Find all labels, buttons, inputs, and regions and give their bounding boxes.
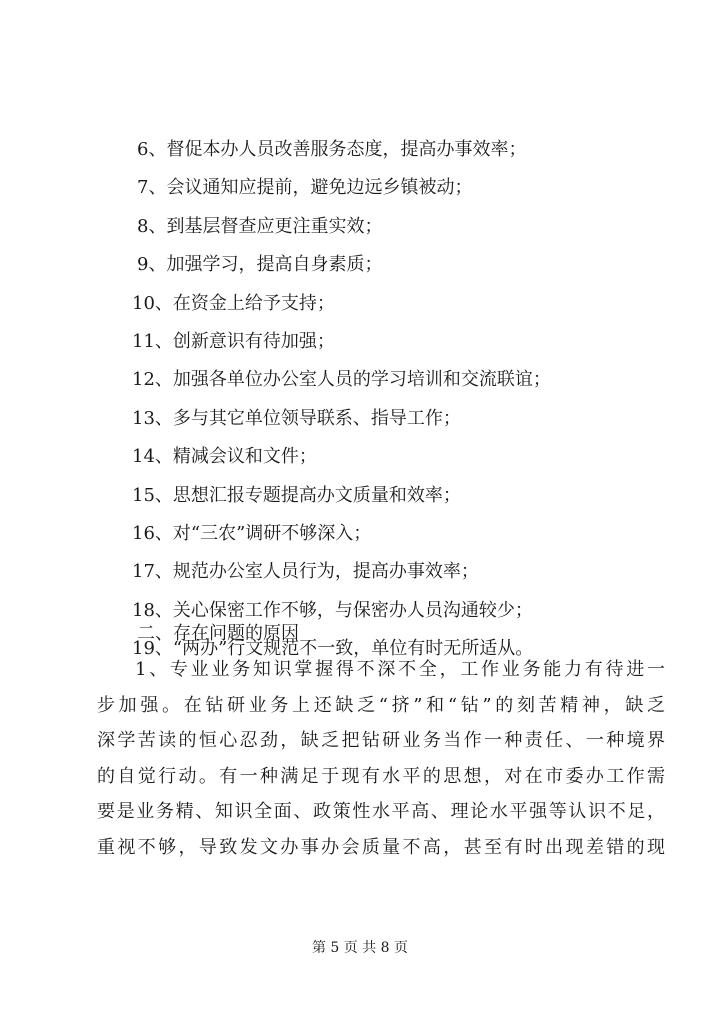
list-item [0, 515, 720, 553]
item-number: 7、 [137, 177, 167, 199]
item-number: 14、 [132, 446, 173, 468]
item-text: 思想汇报专题提高办文质量和效率； [172, 484, 461, 506]
item-text: 创新意识有待加强； [172, 330, 335, 352]
paragraph-line: 1、专业业务知识掌握得不深不全，工作业务能力有待进一 [135, 659, 665, 680]
item-text: 精减会议和文件； [172, 446, 317, 468]
list-item [0, 361, 720, 399]
paragraph-line: 重视不够，导致发文办事办会质量不高，甚至有时出现差错的现 [97, 836, 665, 858]
item-text: 督促本办人员改善服务态度，提高办事效率； [166, 139, 527, 160]
list-item [0, 553, 720, 591]
item-number: 19、 [132, 638, 173, 660]
list-item [0, 208, 720, 246]
item-number: 10、 [132, 292, 173, 314]
item-number: 6、 [137, 139, 167, 160]
page-footer: 第 5 页 共 8 页 [311, 940, 409, 956]
list-item [0, 246, 720, 284]
issue-list [0, 131, 720, 668]
item-text: 多与其它单位领导联系、指导工作； [172, 407, 461, 429]
list-item [0, 438, 720, 476]
list-item [0, 131, 720, 169]
item-text: 关心保密工作不够，与保密办人员沟通较少； [172, 599, 533, 621]
item-number: 12、 [132, 369, 173, 391]
item-text: 加强学习，提高自身素质； [166, 254, 383, 276]
item-text: “两办”行文规范不一致，单位有时无所适从。 [172, 638, 534, 660]
paragraph-line: 步加强。在钻研业务上还缺乏“挤”和“钻”的刻苦精神，缺乏 [97, 694, 665, 716]
body-paragraph [97, 652, 665, 866]
item-number: 9、 [137, 254, 167, 276]
item-text: 规范办公室人员行为，提高办事效率； [172, 561, 479, 583]
item-number: 13、 [132, 407, 173, 429]
paragraph-line: 深学苦读的恒心忍劲，缺乏把钻研业务当作一种责任、一种境界 [97, 730, 665, 752]
item-text: 到基层督查应更注重实效； [166, 215, 383, 237]
item-number: 15、 [132, 484, 173, 506]
list-item [0, 477, 720, 515]
item-text: 加强各单位办公室人员的学习培训和交流联谊； [172, 369, 551, 391]
item-number: 11、 [132, 330, 173, 352]
list-item [0, 285, 720, 323]
list-item [0, 323, 720, 361]
paragraph-line: 要是业务精、知识全面、政策性水平高、理论水平强等认识不足， [97, 801, 665, 823]
item-text: 对“三农”调研不够深入； [172, 522, 372, 544]
item-number: 8、 [137, 215, 167, 237]
paragraph-line: 的自觉行动。有一种满足于现有水平的思想，对在市委办工作需 [97, 765, 665, 787]
item-text: 会议通知应提前，避免边远乡镇被动； [166, 177, 473, 199]
item-number: 16、 [132, 522, 173, 544]
item-number: 18、 [132, 599, 173, 621]
list-item [0, 592, 720, 630]
item-number: 17、 [132, 561, 173, 583]
item-text: 在资金上给予支持； [172, 292, 335, 314]
list-item [0, 169, 720, 207]
section-heading: 二、存在问题的原因 [137, 623, 299, 644]
list-item [0, 400, 720, 438]
